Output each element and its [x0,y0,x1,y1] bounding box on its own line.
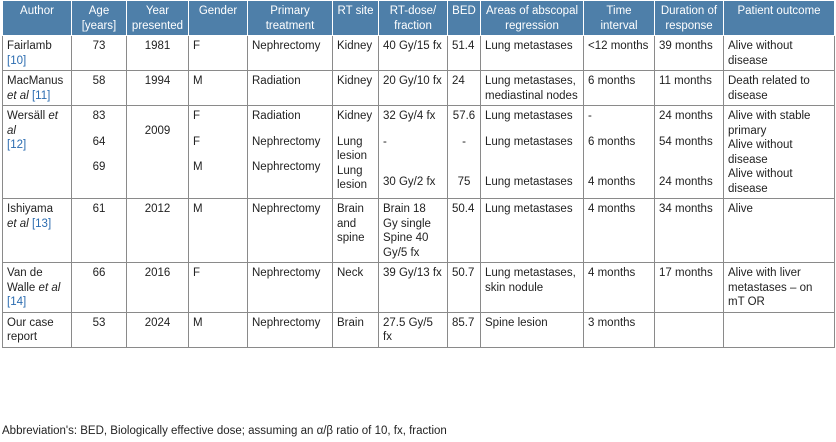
cell-site: Kidney [333,71,379,106]
cell-interval: 4 months [584,199,655,263]
author-etal: et al [7,217,29,230]
cell-gender: M [189,71,248,106]
table-row [3,263,835,313]
cell-dose: 40 Gy/15 fx [379,36,448,71]
sub-dose: 30 Gy/2 fx [383,175,436,188]
cell-interval [584,106,655,199]
cell-gender: F [189,263,248,313]
header-age: Age [years] [72,1,127,36]
cell-site: Brain [333,312,379,347]
table-footnote: Abbreviation's: BED, Biologically effective dose; assuming an α/β ratio of 10, fx, fraction [2,425,447,437]
cell-gender: F [189,36,248,71]
reference-link[interactable]: [11] [31,89,51,102]
cell-outcome: Death related to disease [724,71,835,106]
author-name: Wersäll [7,110,46,122]
cell-duration: 17 months [655,263,724,313]
reference-link[interactable]: [12] [7,139,27,151]
header-year: Year presented [127,1,189,36]
cell-age: 73 [72,36,127,71]
sub-areas: Lung metastases [485,175,573,188]
sub-age: 83 [92,110,106,122]
cell-duration: 11 months [655,71,724,106]
table-row [3,199,835,263]
cell-areas: Spine lesion [481,312,584,347]
cell-age: 53 [72,312,127,347]
cell-dose [379,106,448,199]
sub-bed: 57.6 [452,110,476,122]
cell-dose: 27.5 Gy/5 fx [379,312,448,347]
author-etal: et al [7,110,58,137]
cell-year: 2024 [127,312,189,347]
sub-age: 69 [92,161,106,173]
cell-year [127,106,189,199]
reference-link[interactable]: [14] [7,296,27,308]
cell-site [333,106,379,199]
author-name: Van de Walle [7,267,43,294]
cell-treatment: Nephrectomy [248,263,333,313]
cell-age [72,106,127,199]
sub-outcome: Alive without disease [728,168,793,195]
header-row [3,1,835,36]
sub-duration: 54 months [659,135,713,148]
table-row [3,106,835,199]
sub-treatment: Nephrectomy [252,161,321,173]
cell-site: Brain and spine [333,199,379,263]
cell-age: 66 [72,263,127,313]
sub-areas: Lung metastases [485,135,573,148]
reference-link[interactable]: [10] [7,54,27,67]
cell-age: 58 [72,71,127,106]
abscopal-cases-table [2,0,835,348]
cell-areas: Lung metastases [481,36,584,71]
cell-author [3,199,72,263]
cell-age: 61 [72,199,127,263]
cell-bed: 51.4 [448,36,481,71]
cell-duration: 34 months [655,199,724,263]
cell-author [3,263,72,313]
cell-author [3,36,72,71]
cell-year: 2016 [127,263,189,313]
header-gender: Gender [189,1,248,36]
reference-link[interactable]: [13] [31,217,52,230]
cell-year: 1981 [127,36,189,71]
cell-dose: 20 Gy/10 fx [379,71,448,106]
cell-dose: Brain 18 Gy single Spine 40 Gy/5 fx [379,199,448,263]
cell-gender: M [189,312,248,347]
cell-areas [481,106,584,199]
cell-treatment: Radiation [248,71,333,106]
header-author: Author [3,1,72,36]
header-duration: Duration of response [655,1,724,36]
sub-gender: F [193,110,201,122]
author-name: MacManus [7,75,64,87]
sub-interval: 4 months [588,175,636,188]
cell-treatment: Nephrectomy [248,312,333,347]
author-name: Ishiyama [7,203,54,215]
cell-outcome: Alive with liver metastases – on mT OR [724,263,835,313]
sub-age: 64 [92,135,106,148]
sub-site: Kidney [337,110,373,122]
cell-treatment: Nephrectomy [248,36,333,71]
header-areas: Areas of abscopal regression [481,1,584,36]
sub-bed: - [462,135,466,148]
sub-areas: Lung metastases [485,110,573,122]
cell-interval: 6 months [584,71,655,106]
header-primary-treatment: Primary treatment [248,1,333,36]
cell-year: 1994 [127,71,189,106]
sub-gender: F [193,135,201,148]
cell-bed: 24 [448,71,481,106]
table-row [3,71,835,106]
cell-interval: 4 months [584,263,655,313]
cell-interval: <12 months [584,36,655,71]
cell-author: Our case report [3,312,72,347]
table-row [3,312,835,347]
cell-areas: Lung metastases [481,199,584,263]
header-rt-site: RT site [333,1,379,36]
cell-outcome [724,106,835,199]
sub-treatment: Radiation [252,110,301,122]
cell-author [3,71,72,106]
cell-outcome [724,312,835,347]
header-bed: BED [448,1,481,36]
sub-site: Lung lesion [337,164,368,191]
sub-treatment: Nephrectomy [252,135,321,148]
sub-outcome: Alive with stable primary [728,110,811,137]
cell-treatment [248,106,333,199]
cell-author [3,106,72,199]
sub-gender: M [193,161,203,173]
sub-duration: 24 months [659,110,713,122]
cell-treatment: Nephrectomy [248,199,333,263]
cell-areas: Lung metastases, skin nodule [481,263,584,313]
table-row [3,36,835,71]
cell-gender: M [189,199,248,263]
cell-duration [655,106,724,199]
cell-bed: 85.7 [448,312,481,347]
cell-site: Kidney [333,36,379,71]
cell-interval: 3 months [584,312,655,347]
sub-dose: 32 Gy/4 fx [383,110,436,122]
cell-duration [655,312,724,347]
cell-bed: 50.4 [448,199,481,263]
sub-interval: 6 months [588,135,636,148]
cell-bed [448,106,481,199]
cell-outcome: Alive [724,199,835,263]
sub-year: 2009 [144,125,171,137]
author-name: Fairlamb [7,40,52,52]
cell-outcome: Alive without disease [724,36,835,71]
sub-duration: 24 months [659,175,713,188]
sub-dose: - [383,135,387,148]
sub-site: Lung lesion [337,135,368,162]
header-time-interval: Time interval [584,1,655,36]
header-rt-dose: RT-dose/ fraction [379,1,448,36]
cell-duration: 39 months [655,36,724,71]
cell-dose: 39 Gy/13 fx [379,263,448,313]
author-etal: et al [7,89,29,102]
sub-interval: - [588,110,592,122]
cell-areas: Lung metastases, mediastinal nodes [481,71,584,106]
author-etal: et al [38,281,61,294]
sub-outcome: Alive without disease [728,139,793,166]
cell-year: 2012 [127,199,189,263]
cell-bed: 50.7 [448,263,481,313]
header-outcome: Patient outcome [724,1,835,36]
cell-gender [189,106,248,199]
cell-site: Neck [333,263,379,313]
sub-bed: 75 [457,175,471,188]
